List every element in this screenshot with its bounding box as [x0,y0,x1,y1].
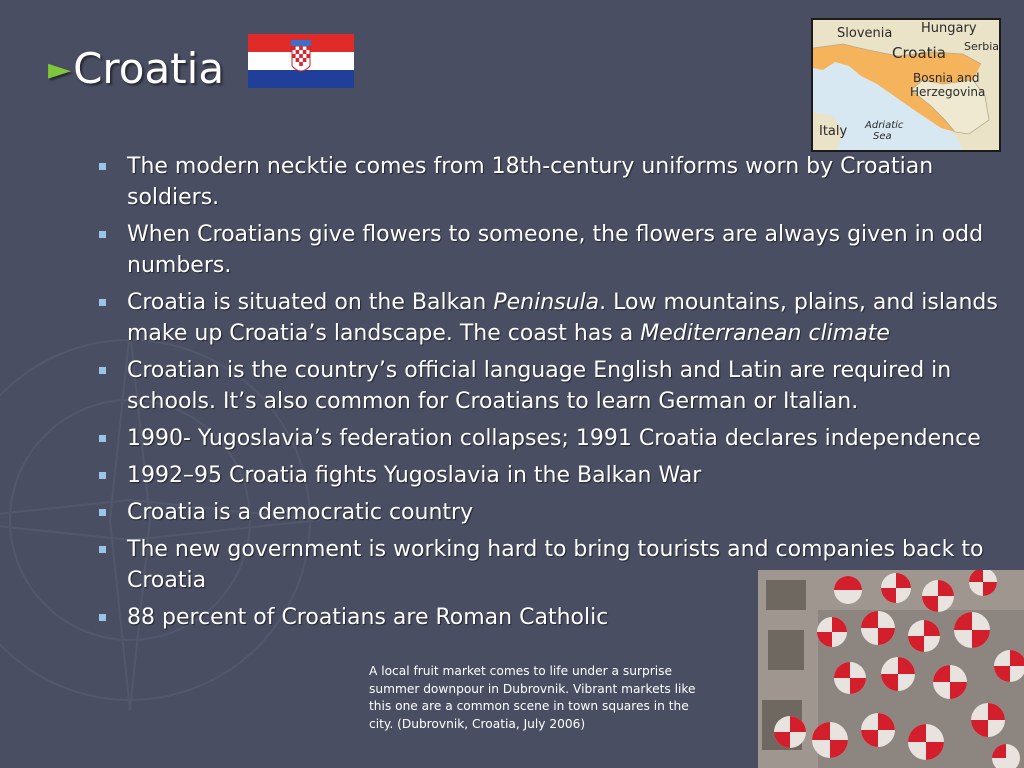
square-bullet-icon [99,472,106,479]
bullet-item [95,151,1015,213]
map-label-bosnia-line2: Herzegovina [910,85,986,99]
square-bullet-icon [99,299,106,306]
map-label-serbia: Serbia [964,40,1000,53]
square-bullet-icon [99,546,106,553]
square-bullet-icon [99,509,106,516]
bullet-item [95,497,1015,528]
square-bullet-icon [99,163,106,170]
map-label-adriatic-line2: Sea [873,131,892,142]
bullet-item [95,355,1015,417]
map-label-bosnia-line1: Bosnia and [913,71,980,85]
bullet-text: 1990- Yugoslavia’s federation collapses; 1991 Croatia declares independence [127,426,981,451]
map-label-croatia: Croatia [892,44,946,62]
bullet-item [95,423,1015,454]
bullet-text: When Croatians give flowers to someone, the flowers are always given in odd numbers. [127,222,984,278]
croatia-map [811,18,1001,152]
bullet-text-italic: Mediterranean climate [640,321,890,346]
slide-title [48,44,224,95]
bullet-text: 88 percent of Croatians are Roman Catholic [127,605,609,630]
bullet-text-italic: Peninsula [493,290,600,315]
map-label-adriatic-line1: Adriatic [865,120,904,131]
square-bullet-icon [99,231,106,238]
coat-of-arms-icon [291,40,311,71]
slide-title-text: Croatia [73,44,225,93]
right-triangle-icon: ► [48,52,72,87]
market-umbrellas-photo [758,570,1024,768]
square-bullet-icon [99,614,106,621]
square-bullet-icon [99,367,106,374]
bullet-list [95,151,1015,639]
bullet-text: Croatia is a democratic country [127,500,474,525]
bullet-text: The new government is working hard to bring tourists and companies back to Croatia [127,537,984,593]
bullet-text-part: . Low mountains, plains, and islands make up Croatia’s landscape. The coast has a [127,290,998,346]
bullet-item [95,219,1015,281]
bullet-item [95,287,1015,349]
bullet-item [95,460,1015,491]
map-label-italy: Italy [819,124,848,139]
bullet-text: Croatian is the country’s official language English and Latin are required in schools. It’s also common for Croatians to learn German or Italian. [127,358,952,414]
photo-caption: A local fruit market comes to life under a surprise summer downpour in Dubrovnik. Vibrant markets like this one are a common scene in town squares in the city. (Dubrovnik, Croatia, July 2006) [369,664,696,731]
map-label-slovenia: Slovenia [837,26,893,41]
map-label-hungary: Hungary [921,21,977,36]
bullet-text: The modern necktie comes from 18th-century uniforms worn by Croatian soldiers. [127,154,934,210]
square-bullet-icon [99,435,106,442]
bullet-text: 1992–95 Croatia fights Yugoslavia in the Balkan War [127,463,702,488]
bullet-text-part: Croatia is situated on the Balkan [127,290,494,315]
croatia-flag-image [248,34,354,88]
